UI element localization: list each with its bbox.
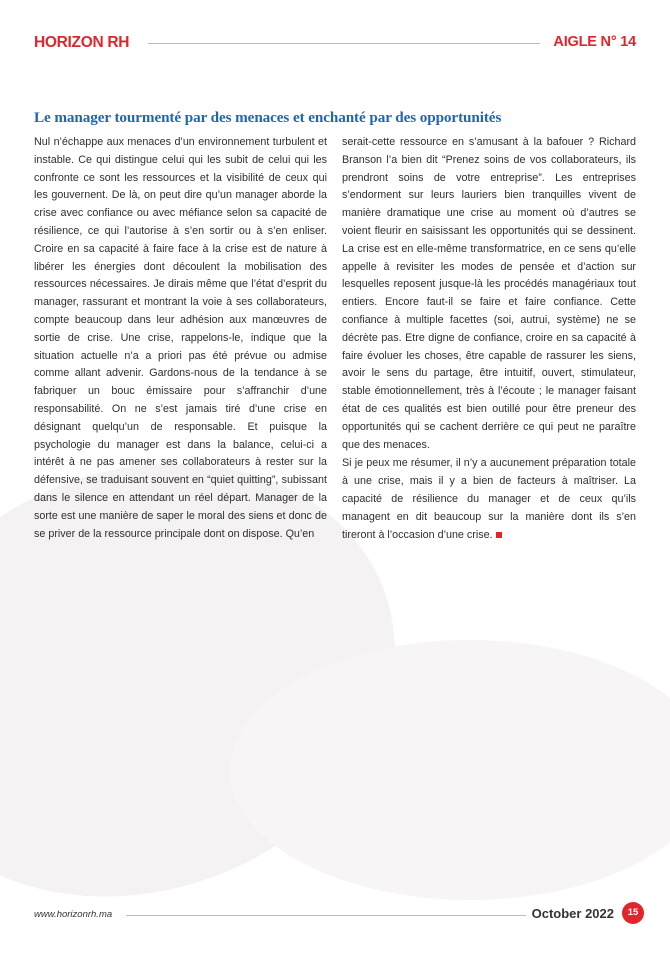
article-title: Le manager tourmenté par des menaces et enchanté par des opportunités — [34, 109, 502, 127]
paragraph: serait-cette ressource en s’amusant à la bafouer ? Richard Branson l’a bien dit “Prenez soins de vos collaborateurs, ils prendront soins de votre entreprise”. Les entreprises s’endorment sur leurs lauriers bien tranquilles vivent de manière dramatique une crise au moment où d’autres se voient fleurir en saisissant les opportunités qui se dessinent. La crise est en elle-même transformatrice, en ce sens qu’elle appelle à revisiter les modes de pensée et d’action sur lesquelles reposent jusque-là les procédés managériaux tout entiers. Encore faut-il se faire et faire confiance. Cette confiance à multiple facettes (soi, autrui, système) ne se décrète pas. Etre digne de confiance, croire en sa capacité à faire évoluer les choses, être capable de rassurer les siens, avoir le sens du partage, être intuitif, ouvert, stimulateur, stable émotionnellement, très à l’écoute ; le manager faisant état de ces qualités est bien outillé pour être preneur des opportunités qui se cachent derrière ce qui peut ne paraître que des menaces. — [342, 136, 636, 451]
brand-main: HORIZON — [34, 34, 104, 51]
website-link[interactable]: www.horizonrh.ma — [34, 909, 113, 920]
background-shape — [230, 640, 670, 900]
paragraph-last — [342, 455, 636, 544]
paragraph: Nul n’échappe aux menaces d’un environnement turbulent et instable. Ce qui distingue celui qui les subit de celui qui les confronte ce sont les ressources et la visibilité de ceux qui les gouvernent. De là, on peut dire qu’un manager aborde la crise avec confiance ou avec méfiance selon sa capacité de résilience, ce qui l’autorise à s’en sortir ou à s’en enliser. Croire en sa capacité à faire face à la crise est de nature à libérer les énergies dont découlent la mobilisation des ressources nécessaires. Je dirais même que l’état d’esprit du manager, rassurant et montrant la voie à ses collaborateurs, compte beaucoup dans leur adhésion aux manœuvres de sortie de crise. Une crise, rappelons-le, indique que la situation actuelle n’a a priori pas été prévue ou admise comme allant advenir. Gardons-nous de la tendance à se fabriquer un bouc émissaire pour s’affranchir d’une responsabilité. On ne s’est jamais tiré d’une crise en désignant quelqu’un de responsable. Et puisque la psychologie du manager est dans la balance, celui-ci a intérêt à ne pas amener ses collaborateurs à rester sur la défensive, se traduisant souvent en “quiet quitting”, subissant dans le silence en attendant un réel départ. Manager de la sorte est une manière de saper le moral des siens et donc de se priver de la ressource principale dont on dispose. Qu’en — [34, 136, 327, 540]
page-footer — [34, 900, 644, 930]
page-header — [34, 32, 636, 52]
issue-number: AIGLE N° 14 — [553, 34, 636, 50]
issue-date: October 2022 — [531, 906, 614, 921]
header-divider — [148, 43, 540, 44]
article-column-right — [342, 134, 636, 544]
paragraph-text: Si je peux me résumer, il n’y a aucunement préparation totale à une crise, mais il y a bien de facteurs à maîtriser. La capacité de résilience du manager et de ceux qu’ils managent en dit beaucoup sur la manière dont ils s’en tireront à l’occasion d’une crise. — [342, 457, 636, 541]
end-mark-icon — [496, 532, 502, 538]
brand-suffix: RH — [107, 34, 130, 51]
page-number-badge: 15 — [622, 902, 644, 924]
footer-divider — [126, 915, 526, 916]
article-column-left — [34, 134, 327, 543]
brand-logo — [34, 34, 129, 52]
